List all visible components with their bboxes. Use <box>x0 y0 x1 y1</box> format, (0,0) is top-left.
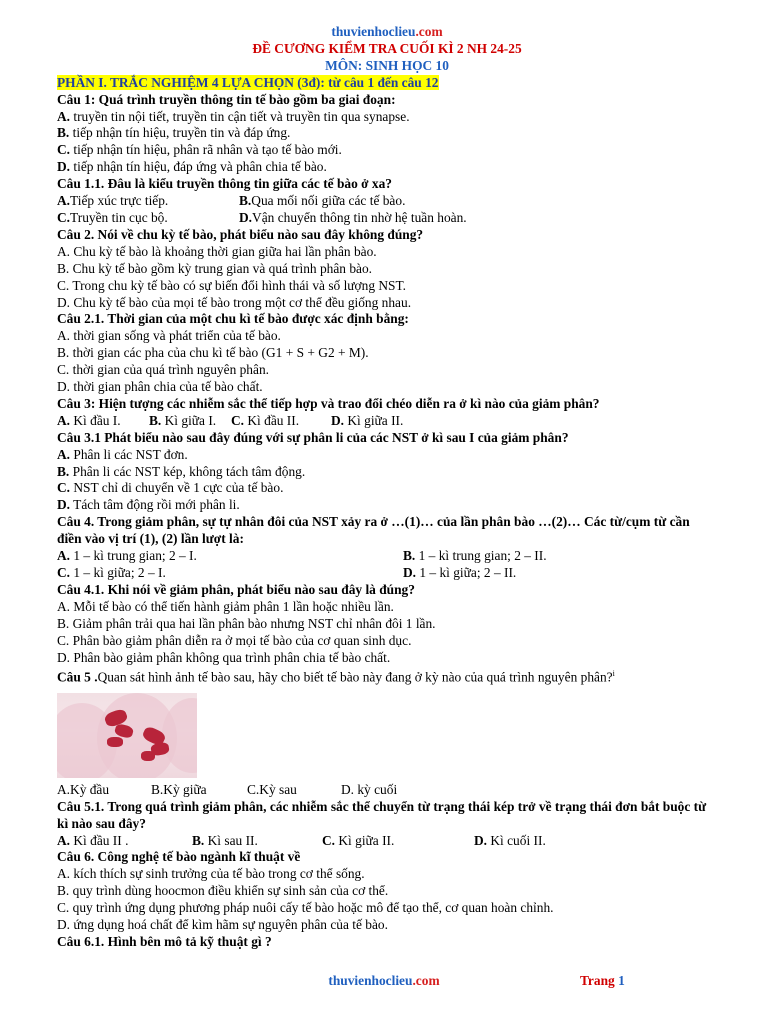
option: D. Chu kỳ tế bào của mọi tế bào trong một cơ thể đều giống nhau. <box>57 294 412 310</box>
option: D. Tách tâm động rồi mới phân li. <box>57 497 240 513</box>
option: D. ứng dụng hoá chất để kìm hãm sự nguyên phân của tế bào. <box>57 917 388 933</box>
page-number: Trang 1 <box>580 973 625 988</box>
option: B. Giảm phân trải qua hai lần phân bào nhưng NST chỉ nhân đôi 1 lần. <box>57 615 436 631</box>
section-heading: PHẦN I. TRẮC NGHIỆM 4 LỰA CHỌN (3đ): từ câu 1 đến câu 12 <box>57 74 439 90</box>
question-5-1: Câu 5.1. Trong quá trình giảm phân, các nhiễm sắc thể chuyển từ trạng thái kép trở về trạng thái đơn bắt buộc từ kì nào sau đây? <box>57 798 707 831</box>
option-row: A.Kỳ đầu B.Kỳ giữa C.Kỳ sau D. kỳ cuối <box>57 781 398 797</box>
option-row: A. 1 – kì trung gian; 2 – I. B. 1 – kì trung gian; 2 – II. <box>57 548 547 564</box>
doc-subject: MÔN: SINH HỌC 10 <box>325 57 449 73</box>
option: D. Phân bào giảm phân không qua trình phân chia tế bào chất. <box>57 649 391 665</box>
question-2-1: Câu 2.1. Thời gian của một chu kì tế bào được xác định bằng: <box>57 311 409 327</box>
option-row: A. Kì đầu II . B. Kì sau II. C. Kì giữa II. D. Kì cuối II. <box>57 832 546 848</box>
footer-site-link[interactable]: thuvienhoclieu.com <box>328 973 440 988</box>
question-5: Câu 5 .Quan sát hình ảnh tế bào sau, hãy cho biết tế bào này đang ở kỳ nào của quá trình nguyên phân?$^i$ <box>57 669 615 685</box>
mitosis-cell-image <box>57 693 197 778</box>
question-2: Câu 2. Nói về chu kỳ tế bào, phát biểu nào sau đây không đúng? <box>57 226 424 242</box>
option: A. Mỗi tế bào có thể tiến hành giảm phân 1 lần hoặc nhiều lần. <box>57 598 394 614</box>
option: D. tiếp nhận tín hiệu, đáp ứng và phân chia tế bào. <box>57 159 327 175</box>
option: A. kích thích sự sinh trưởng của tế bào trong cơ thể sống. <box>57 866 365 882</box>
option: A. thời gian sống và phát triển của tế bào. <box>57 328 281 344</box>
option: B. quy trình dùng hoocmon điều khiển sự sinh sản của cơ thể. <box>57 883 389 899</box>
question-6: Câu 6. Công nghệ tế bào ngành kĩ thuật về <box>57 849 301 865</box>
option-row: A.Tiếp xúc trực tiếp. B.Qua mối nối giữa các tế bào. <box>57 193 406 209</box>
option: C. NST chỉ di chuyển về 1 cực của tế bào. <box>57 480 284 496</box>
doc-title: ĐỀ CƯƠNG KIỂM TRA CUỐI KÌ 2 NH 24-25 <box>252 40 522 56</box>
option-row: C. 1 – kì giữa; 2 – I. D. 1 – kì giữa; 2 – II. <box>57 565 517 580</box>
option-row: A. Kì đầu I. B. Kì giữa I. C. Kì đầu II. D. Kì giữa II. <box>57 412 404 428</box>
question-3: Câu 3: Hiện tượng các nhiễm sắc thể tiếp hợp và trao đổi chéo diễn ra ở kì nào của giảm phân? <box>57 395 600 411</box>
option: A. truyền tin nội tiết, truyền tin cận tiết và truyền tin qua synapse. <box>57 108 410 124</box>
option: B. Chu kỳ tế bào gồm kỳ trung gian và quá trình phân bào. <box>57 260 373 276</box>
question-4-1: Câu 4.1. Khi nói về giảm phân, phát biểu nào sau đây là đúng? <box>57 581 415 597</box>
question-4: Câu 4. Trong giảm phân, sự tự nhân đôi của NST xảy ra ở …(1)… của lần phân bào …(2)… Các từ/cụm từ cần điền vào vị trí (1), (2) lần lượt là: <box>57 514 690 547</box>
question-3-1: Câu 3.1 Phát biểu nào sau đây đúng với sự phân li của các NST ở kì sau I của giảm phân? <box>57 429 569 445</box>
option: A. Chu kỳ tế bào là khoảng thời gian giữa hai lần phân bào. <box>57 243 377 259</box>
option: C. Trong chu kỳ tế bào có sự biến đổi hình thái và số lượng NST. <box>57 277 407 293</box>
site-header: thuvienhoclieu.com <box>331 24 443 39</box>
option: B. tiếp nhận tín hiệu, truyền tin và đáp ứng. <box>57 125 291 141</box>
question-1-1: Câu 1.1. Đâu là kiểu truyền thông tin giữa các tế bào ở xa? <box>57 176 392 192</box>
document-page <box>57 24 717 951</box>
option: C. Phân bào giảm phân diễn ra ở mọi tế bào của cơ quan sinh dục. <box>57 632 412 648</box>
question-6-1: Câu 6.1. Hình bên mô tả kỹ thuật gì ? <box>57 933 272 949</box>
option: B. Phân li các NST kép, không tách tâm động. <box>57 463 306 479</box>
option: D. thời gian phân chia của tế bào chất. <box>57 379 263 395</box>
option-row: C.Truyền tin cục bộ. D.Vận chuyển thông tin nhờ hệ tuần hoàn. <box>57 209 467 225</box>
option: B. thời gian các pha của chu kì tế bào (G1 + S + G2 + M). <box>57 345 369 361</box>
option: C. tiếp nhận tín hiệu, phân rã nhân và tạo tế bào mới. <box>57 142 342 158</box>
question-1: Câu 1: Quá trình truyền thông tin tế bào gồm ba giai đoạn: <box>57 91 396 107</box>
option: C. quy trình ứng dụng phương pháp nuôi cấy tế bào hoặc mô để tạo thể, cơ quan hoàn chỉnh. <box>57 900 554 916</box>
option: A. Phân li các NST đơn. <box>57 446 188 462</box>
option: C. thời gian của quá trình nguyên phân. <box>57 362 269 378</box>
